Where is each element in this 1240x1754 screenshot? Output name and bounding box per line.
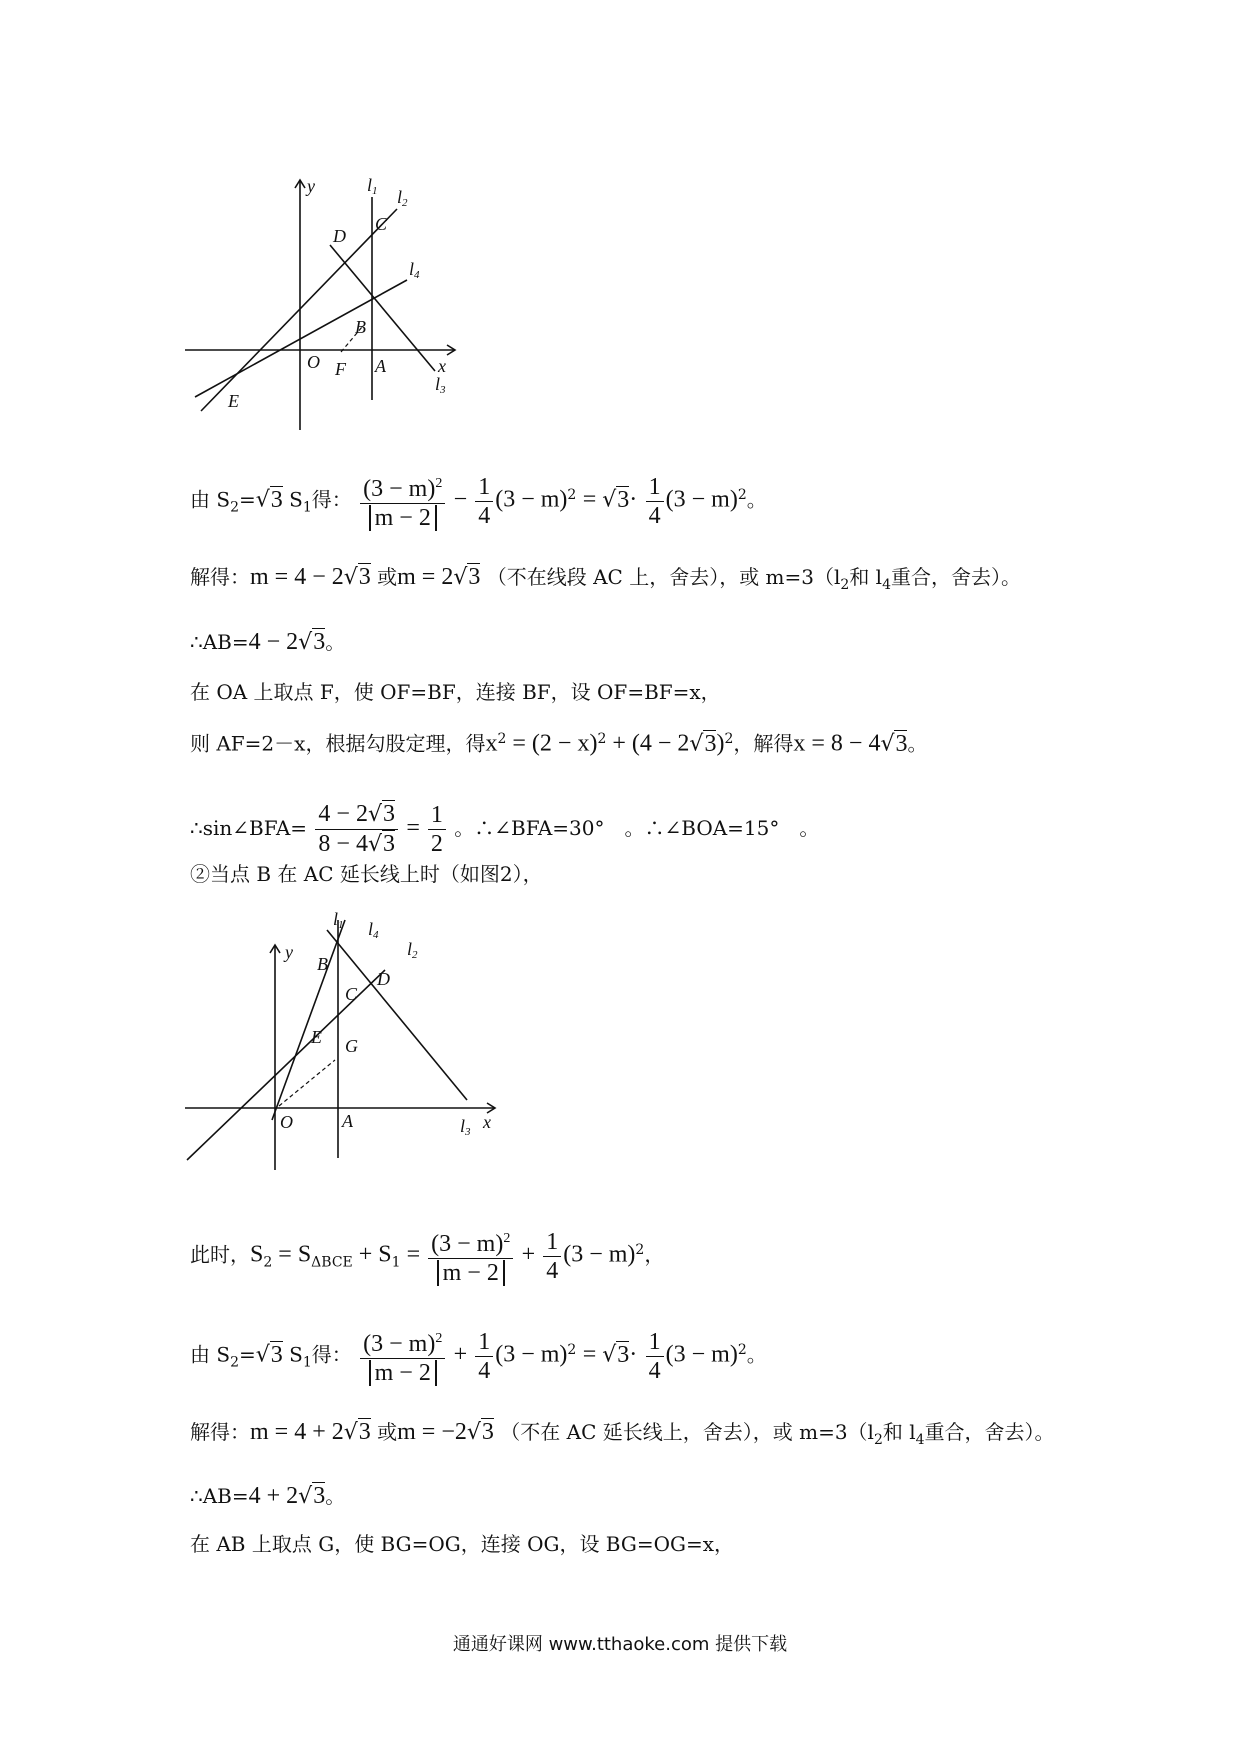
label-g: G [345, 1036, 358, 1056]
ab-result-case2: ∴AB=4 + 2√3。 [190, 1483, 346, 1509]
label-x: x [483, 1112, 491, 1132]
ab-result-case1: ∴AB=4 − 2√3。 [190, 629, 346, 655]
equation-s2-s1-case2: 由 $S_2=√3$ $S_1$得： $\frac{(3 - m)^2}{m - 2}$ + $\frac{1}{4}$ $(3 - m)^2 = √3\cdot$ $\frac{1}{4}$ $(3 - m)^2$。 [190, 1328, 767, 1386]
line-l3 [330, 245, 435, 371]
text-take-point-g: 在 AB 上取点 G，使 BG=OG，连接 OG，设 BG=OG=x， [190, 1532, 735, 1556]
label-l4: l4 [409, 259, 420, 281]
footer-source: 通通好课网 www.tthaoke.com 提供下载 [452, 1634, 788, 1655]
label-a: A [375, 356, 386, 376]
label-c: C [345, 984, 358, 1004]
segment-og [279, 1060, 335, 1106]
label-c: C [375, 214, 388, 234]
label-l4: l4 [368, 919, 379, 941]
line-l3 [327, 930, 467, 1100]
label-l2: l2 [397, 187, 408, 209]
label-d: D [377, 969, 390, 989]
line-l2 [201, 209, 397, 411]
label-e: E [311, 1027, 322, 1047]
figure-1 [185, 175, 465, 435]
label-l1: l1 [333, 910, 344, 931]
label-e: E [228, 391, 239, 411]
pythagoras-case1: 则 AF=2－x，根据勾股定理，得$x^2 = (2 - x)^2 + (4 - 2√3)^2$，解得x = 8 − 4√3。 [190, 730, 928, 757]
text-take-point-f: 在 OA 上取点 F，使 OF=BF，连接 BF，设 OF=BF=x， [190, 680, 721, 704]
label-f: F [335, 359, 346, 379]
case2-heading: ②当点 B 在 AC 延长线上时（如图2）， [190, 862, 543, 886]
label-l1: l1 [367, 175, 378, 197]
label-l2: l2 [407, 939, 418, 961]
solution-case2: 解得：m = 4 + 2√3 或m = −2√3 （不在 AC 延长线上，舍去），或 $m=3(l_2$和 $l_4$重合，舍去）。 [190, 1419, 1055, 1448]
label-l3: l3 [460, 1116, 471, 1138]
label-y: y [285, 942, 293, 962]
sine-result: ∴sin∠BFA= $\frac{4 - 2√3}{8 - 4√3}$ = $\frac{1}{2}$ 。∴∠BFA=30° 。∴∠BOA=15° 。 [190, 801, 820, 857]
line-l4 [195, 280, 407, 397]
equation-s2-s1-case1: 由 $S_2=√3$ $S_1$得： $\frac{(3 - m)^2}{m - 2}$ − $\frac{1}{4}$ $(3 - m)^2 = √3\cdot$ $\frac{1}{4}$ $(3 - m)^2$。 [190, 473, 767, 531]
s2-expression-case2: 此时，$S_2 = S_{\Delta BCE} + S_1$ = $\frac{(3 - m)^2}{m - 2}$ + $\frac{1}{4}$ $(3 - m)^2$， [190, 1228, 665, 1286]
label-o: O [307, 352, 320, 372]
label-d: D [333, 226, 346, 246]
label-o: O [280, 1112, 293, 1132]
label-x: x [438, 356, 446, 376]
label-b: B [317, 954, 328, 974]
figure-2 [185, 910, 505, 1170]
label-b: B [355, 317, 366, 337]
label-a: A [342, 1111, 353, 1131]
solution-case1: 解得：m = 4 − 2√3 或m = 2√3 （不在线段 AC 上，舍去），或 $m=3(l_2$和 $l_4$重合，舍去）。 [190, 564, 1022, 593]
label-l3: l3 [435, 374, 446, 396]
label-y: y [307, 176, 315, 196]
